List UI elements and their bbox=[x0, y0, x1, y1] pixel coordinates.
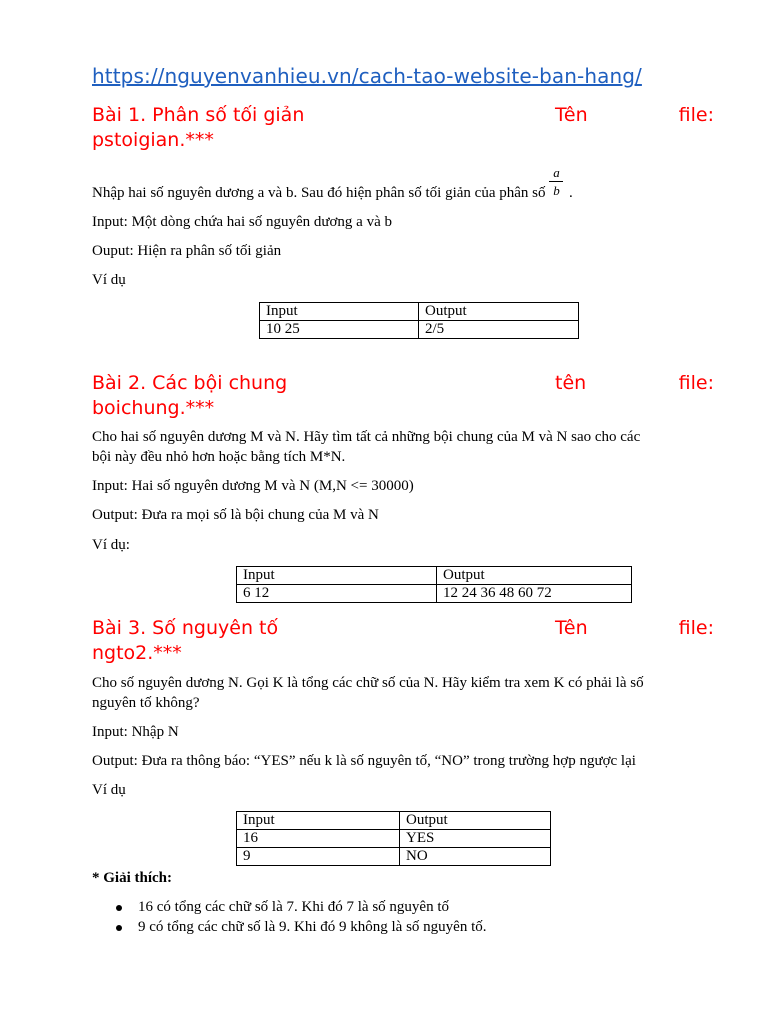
table-header-cell: Input bbox=[237, 567, 437, 585]
bai1-output: Ouput: Hiện ra phân số tối giản bbox=[92, 243, 282, 259]
bai1-ten-label: Tên bbox=[555, 104, 588, 126]
table-cell: 2/5 bbox=[419, 321, 579, 339]
bai2-ten-label: tên bbox=[555, 372, 587, 394]
table-header-row bbox=[260, 303, 579, 321]
bai1-vidu: Ví dụ bbox=[92, 272, 126, 288]
bai2-heading bbox=[92, 371, 714, 421]
bai1-description bbox=[92, 165, 714, 203]
bai2-output: Output: Đưa ra mọi số là bội chung của M và N bbox=[92, 507, 379, 523]
explanation-list bbox=[92, 897, 714, 937]
bai1-example-table bbox=[259, 302, 579, 339]
table-header-row bbox=[237, 812, 551, 830]
bai3-file-label: file: bbox=[678, 617, 714, 639]
bai3-desc-line1: Cho số nguyên dương N. Gọi K là tổng các chữ số của N. Hãy kiểm tra xem K có phải là số bbox=[92, 675, 644, 691]
bai3-filename: ngto2.*** bbox=[92, 642, 182, 664]
table-cell: NO bbox=[400, 848, 551, 866]
table-row bbox=[237, 848, 551, 866]
bai3-example-table bbox=[236, 811, 551, 866]
bai1-desc-end: . bbox=[568, 185, 573, 201]
bai3-ten-label: Tên bbox=[555, 617, 588, 639]
table-row bbox=[260, 321, 579, 339]
table-row bbox=[237, 585, 632, 603]
bai2-filename: boichung.*** bbox=[92, 397, 215, 419]
bullet-icon bbox=[116, 905, 122, 911]
list-item bbox=[92, 917, 714, 937]
bai2-file-label: file: bbox=[678, 372, 714, 394]
table-header-cell: Output bbox=[437, 567, 632, 585]
table-header-cell: Output bbox=[419, 303, 579, 321]
table-header-row bbox=[237, 567, 632, 585]
table-cell: 9 bbox=[237, 848, 400, 866]
source-link[interactable]: https://nguyenvanhieu.vn/cach-tao-website-ban-hang/ bbox=[92, 64, 642, 88]
bai2-example-table bbox=[236, 566, 632, 603]
table-cell: YES bbox=[400, 830, 551, 848]
bai1-title: Bài 1. Phân số tối giản bbox=[92, 104, 305, 126]
list-item-text: 9 có tổng các chữ số là 9. Khi đó 9 không là số nguyên tố. bbox=[138, 919, 487, 935]
bai3-output: Output: Đưa ra thông báo: “YES” nếu k là số nguyên tố, “NO” trong trường hợp ngược lại bbox=[92, 753, 636, 769]
table-header-cell: Input bbox=[260, 303, 419, 321]
bullet-icon bbox=[116, 925, 122, 931]
fraction-denominator: b bbox=[553, 183, 560, 199]
bai2-input: Input: Hai số nguyên dương M và N (M,N <= 30000) bbox=[92, 478, 414, 494]
bai2-desc-line1: Cho hai số nguyên dương M và N. Hãy tìm tất cả những bội chung của M và N sao cho các bbox=[92, 429, 641, 445]
bai1-file-label: file: bbox=[678, 104, 714, 126]
table-header-cell: Output bbox=[400, 812, 551, 830]
bai1-filename: pstoigian.*** bbox=[92, 129, 214, 151]
table-cell: 10 25 bbox=[260, 321, 419, 339]
bai3-heading bbox=[92, 616, 714, 666]
bai3-desc-line2: nguyên tố không? bbox=[92, 695, 200, 711]
table-header-cell: Input bbox=[237, 812, 400, 830]
giai-thich-heading: * Giải thích: bbox=[92, 870, 173, 886]
fraction-numerator: a bbox=[553, 165, 560, 181]
bai2-desc-line2: bội này đều nhỏ hơn hoặc bằng tích M*N. bbox=[92, 449, 346, 465]
bai3-input: Input: Nhập N bbox=[92, 724, 179, 740]
bai3-title: Bài 3. Số nguyên tố bbox=[92, 617, 279, 639]
list-item-text: 16 có tổng các chữ số là 7. Khi đó 7 là số nguyên tố bbox=[138, 899, 449, 915]
bai3-vidu: Ví dụ bbox=[92, 782, 126, 798]
bai1-desc-text: Nhập hai số nguyên dương a và b. Sau đó hiện phân số tối giản của phân số bbox=[92, 185, 546, 201]
bai1-heading bbox=[92, 103, 714, 153]
list-item bbox=[92, 897, 714, 917]
fraction-a-over-b bbox=[549, 165, 565, 199]
table-cell: 16 bbox=[237, 830, 400, 848]
table-cell: 12 24 36 48 60 72 bbox=[437, 585, 632, 603]
table-cell: 6 12 bbox=[237, 585, 437, 603]
bai1-input: Input: Một dòng chứa hai số nguyên dương a và b bbox=[92, 214, 392, 230]
bai2-vidu: Ví dụ: bbox=[92, 537, 130, 553]
table-row bbox=[237, 830, 551, 848]
bai2-title: Bài 2. Các bội chung bbox=[92, 372, 288, 394]
